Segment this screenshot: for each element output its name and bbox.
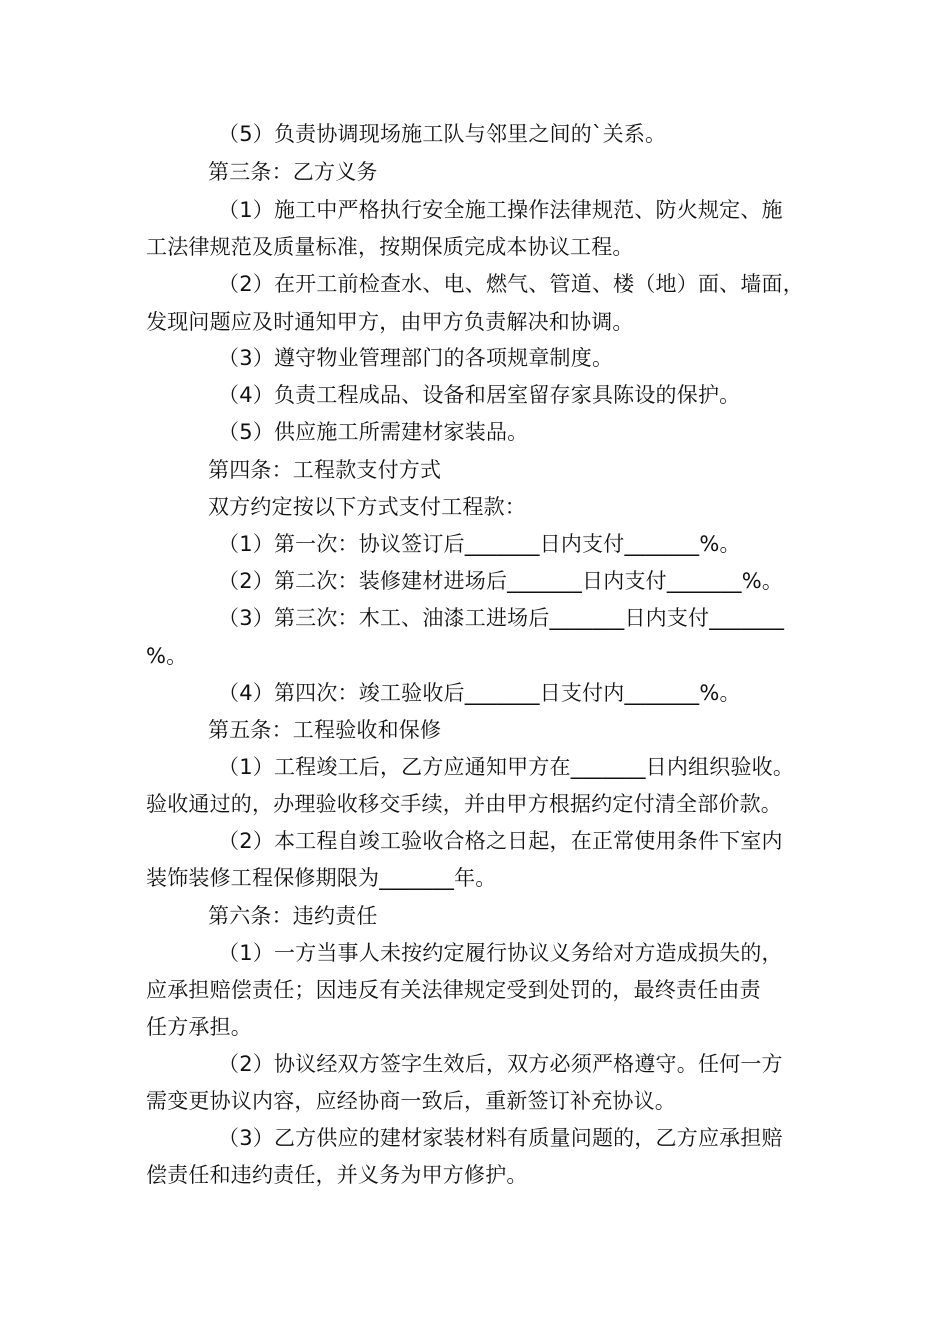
clause-6-item-1-line-1: （1）一方当事人未按约定履行协议义务给对方造成损失的，	[218, 941, 783, 965]
clause-3-item-4: （4）负责工程成品、设备和居室留存家具陈设的保护。	[218, 383, 741, 407]
clause-6-item-3-line-1: （3）乙方供应的建材家装材料有质量问题的，乙方应承担赔	[218, 1126, 783, 1150]
clause-3-item-2-line-2: 发现问题应及时通知甲方，由甲方负责解决和协调。	[146, 310, 634, 334]
article-6-heading: 第六条：违约责任	[208, 904, 378, 928]
clause-6-item-2-line-1: （2）协议经双方签字生效后，双方必须严格遵守。任何一方	[218, 1052, 783, 1076]
clause-6-item-3-line-2: 偿责任和违约责任，并义务为甲方修护。	[146, 1163, 528, 1187]
clause-5-item-1-line-1: （1）工程竣工后，乙方应通知甲方在_______日内组织验收。	[218, 755, 795, 779]
article-5-heading: 第五条：工程验收和保修	[208, 718, 442, 742]
clause-5-item-1-line-2: 验收通过的，办理验收移交手续，并由甲方根据约定付清全部价款。	[146, 792, 782, 816]
clause-4-intro: 双方约定按以下方式支付工程款：	[208, 495, 526, 519]
clause-3-item-1-line-2: 工法律规范及质量标准，按期保质完成本协议工程。	[146, 235, 634, 259]
clause-3-item-1-line-1: （1）施工中严格执行安全施工操作法律规范、防火规定、施	[218, 198, 783, 222]
clause-4-item-3-line-1: （3）第三次：木工、油漆工进场后_______日内支付_______	[218, 606, 785, 630]
clause-5-item-2-line-2: 装饰装修工程保修期限为_______年。	[146, 866, 497, 890]
clause-6-item-1-line-2: 应承担赔偿责任；因违反有关法律规定受到处罚的，最终责任由责	[146, 978, 761, 1002]
article-4-heading: 第四条：工程款支付方式	[208, 458, 442, 482]
clause-3-item-2-line-1: （2）在开工前检查水、电、燃气、管道、楼（地）面、墙面，	[218, 272, 804, 296]
clause-3-item-5: （5）供应施工所需建材家装品。	[218, 420, 529, 444]
clause-2-item-5: （5）负责协调现场施工队与邻里之间的`关系。	[218, 122, 667, 146]
clause-5-item-2-line-1: （2）本工程自竣工验收合格之日起，在正常使用条件下室内	[218, 829, 783, 853]
clause-4-item-4: （4）第四次：竣工验收后_______日支付内_______%。	[218, 681, 741, 705]
clause-4-item-2: （2）第二次：装修建材进场后_______日内支付_______%。	[218, 569, 784, 593]
clause-6-item-1-line-3: 任方承担。	[146, 1015, 252, 1039]
clause-3-item-3: （3）遵守物业管理部门的各项规章制度。	[218, 346, 614, 370]
article-3-heading: 第三条：乙方义务	[208, 160, 378, 184]
clause-4-item-3-line-2: %。	[146, 644, 188, 668]
clause-6-item-2-line-2: 需变更协议内容，应经协商一致后，重新签订补充协议。	[146, 1089, 676, 1113]
clause-4-item-1: （1）第一次：协议签订后_______日内支付_______%。	[218, 532, 741, 556]
